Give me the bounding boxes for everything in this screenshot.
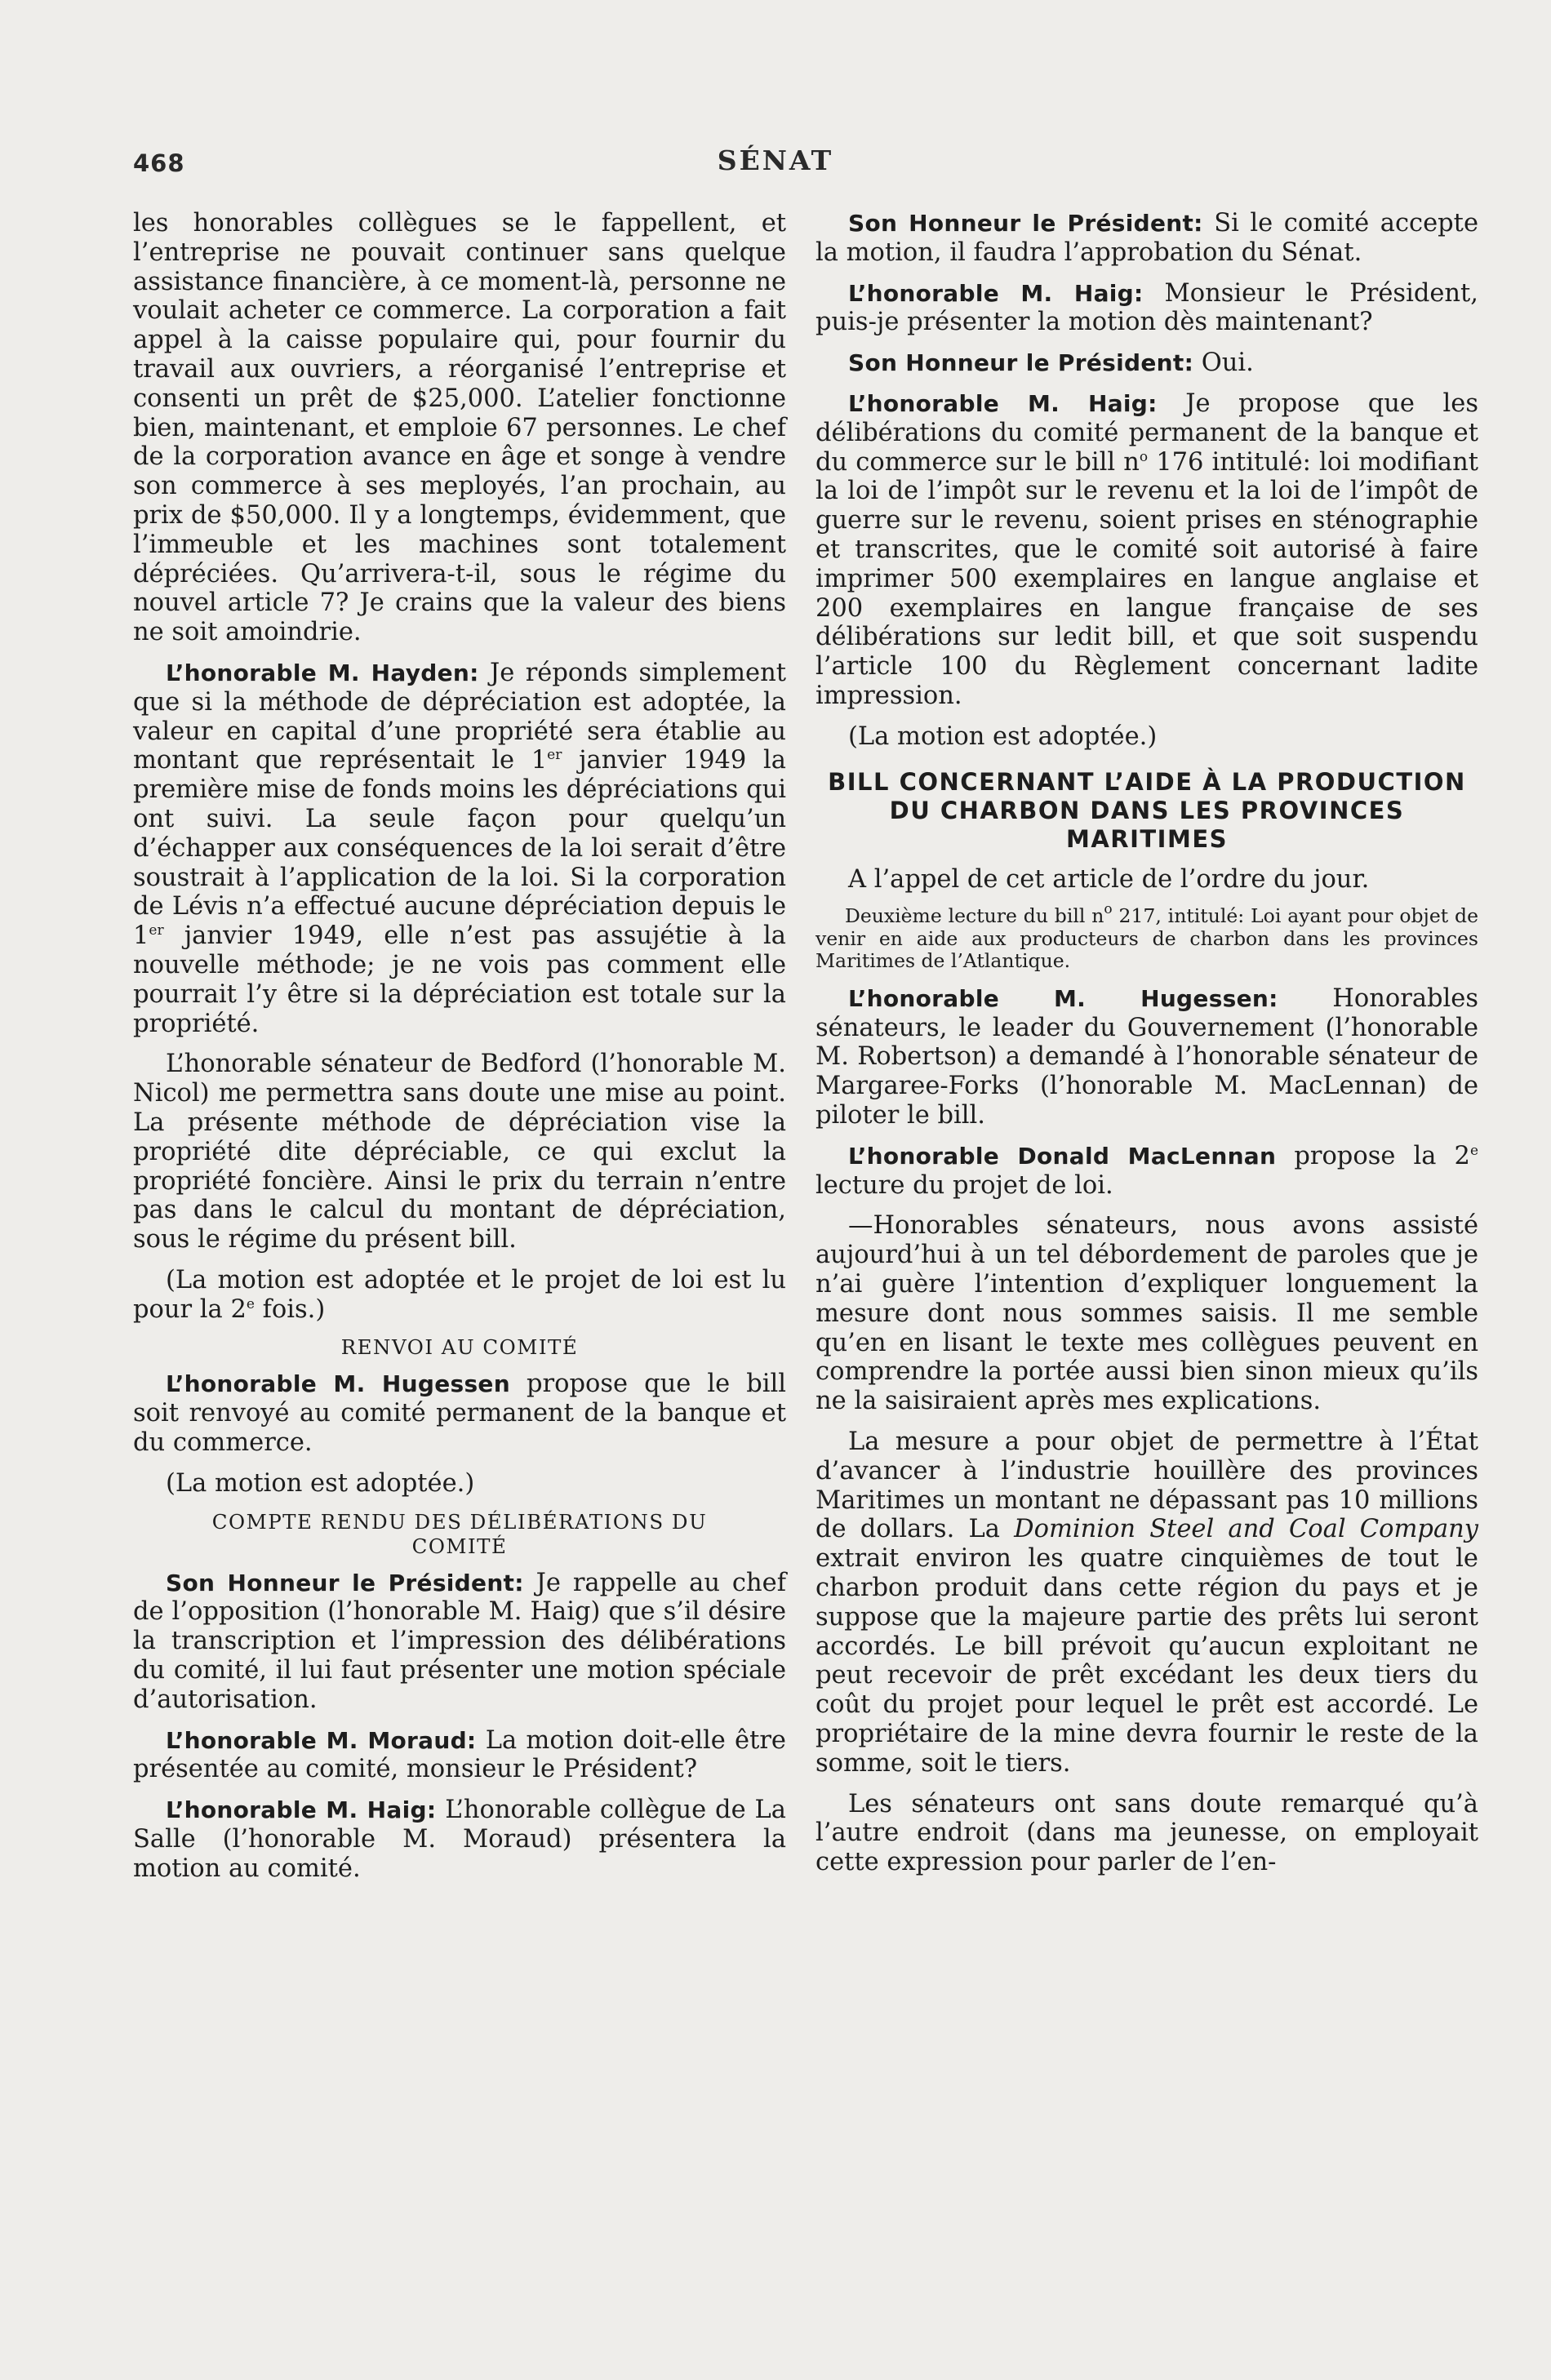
right-column — [815, 209, 1478, 1889]
speaker-name: L’honorable M. Hugessen — [166, 1370, 510, 1398]
motion-note: (La motion est adoptée.) — [848, 722, 1158, 751]
speech-paragraph: L’honorable M. Hugessen: Honorables sénateurs, le leader du Gouvernement (l’honorable M. Robertson) a demandé à l’honorable sénateur de Margaree-Forks (l’honorable M. MacLennan) de piloter le bill. — [815, 984, 1479, 1130]
motion-note: (La motion est adoptée et le projet de loi est lu pour la 2e fois.) — [133, 1265, 786, 1324]
sub-heading-renvoi: RENVOI AU COMITÉ — [340, 1335, 579, 1360]
paragraph: La mesure a pour objet de permettre à l’État d’avancer à l’industrie houillère des provinces Maritimes un montant ne dépassant pas 10 millions de dollars. La Dominion Steel and Coal Company extrait environ les quatre cinquièmes de tout le charbon produit dans cette région du pays et je suppose que la majeure partie des prêts lui seront accordés. Le bill prévoit qu’aucun exploitant ne peut recevoir de prêt excédant les deux tiers du coût du projet pour lequel le prêt est accordé. Le propriétaire de la mine devra fournir le reste de la somme, soit le tiers. — [815, 1428, 1479, 1778]
company-name: Dominion Steel and Coal Company — [1014, 1515, 1479, 1544]
speech-paragraph: L’honorable Donald MacLennan propose la 2e lecture du projet de loi. — [815, 1141, 1478, 1200]
speech-paragraph: L’honorable M. Haig: Monsieur le Président, puis-je présenter la motion dès maintenant? — [815, 278, 1478, 337]
speech-paragraph: Son Honneur le Président: Je rappelle au chef de l’opposition (l’honorable M. Haig) que s’il désire la transcription et l’impression des délibérations du comité, il lui faut présenter une motion spéciale d’autorisation. — [133, 1568, 786, 1714]
paragraph: les honorables collègues se le fappellent, et l’entreprise ne pouvait continuer sans quelque assistance financière, à ce moment-là, personne ne voulait acheter ce commerce. La corporation a fait appel à la caisse populaire qui, pour fournir du travail aux ouvriers, a réorganisé l’entreprise et consenti un prêt de $25,000. L’atelier fonctionne bien, maintenant, et emploie 67 personnes. Le chef de la corporation avance en âge et songe à vendre son commerce à ses meployés, l’an prochain, au prix de $50,000. Il y a longtemps, évidemment, que l’immeuble et les machines sont totalement dépréciées. Qu’arrivera-t-il, sous le régime du nouvel article 7? Je crains que la valeur des biens ne soit amoindrie. — [133, 209, 786, 647]
speaker-name: L’honorable Donald MacLennan — [848, 1142, 1277, 1170]
motion-note: (La motion est adoptée.) — [166, 1468, 475, 1498]
speech-paragraph: L’honorable M. Hugessen propose que le bill soit renvoyé au comité permanent de la banque et du commerce. — [133, 1370, 786, 1458]
page-number: 468 — [133, 149, 185, 177]
speech-paragraph: L’honorable M. Hayden: Je réponds simplement que si la méthode de dépréciation est adoptée, la valeur en capital d’une propriété sera établie au montant que représentait le 1er janvier 1949 la première mise de fonds moins les dépréciations qui ont suivi. La seule façon pour quelqu’un d’échapper aux conséquences de la loi serait d’être soustrait à l’application de la loi. Si la corporation de Lévis n’a effectué aucune dépréciation depuis le 1er janvier 1949, elle n’est pas assujétie à la nouvelle méthode; je ne vois pas comment elle pourrait l’y être si la dépréciation est totale sur la propriété. — [133, 658, 786, 1038]
speech-paragraph: L’honorable M. Haig: Je propose que les délibérations du comité permanent de la banque et du commerce sur le bill $n^o$ 176 intitulé: loi modifiant la loi de l’impôt sur le revenu et la loi de l’impôt de guerre sur le revenu, soient prises en sténographie et transcrites, que le comité soit autorisé à faire imprimer 500 exemplaires en langue anglaise et 200 exemplaires en langue française de ses délibérations sur ledit bill, et que soit suspendu l’article 100 du Règlement concernant ladite impression. — [815, 389, 1478, 710]
paragraph: —Honorables sénateurs, nous avons assisté aujourd’hui à un tel débordement de paroles que je n’ai guère l’intention d’expliquer longuement la mesure dont nous sommes saisis. Il me semble qu’en en lisant le texte mes collègues peuvent en comprendre la portée aussi bien sinon mieux qu’ils ne la saisiraient après mes explications. — [815, 1211, 1478, 1416]
section-heading-bill: BILL CONCERNANT L’AIDE À LA PRODUCTION DU CHARBON DANS LES PROVINCES MARITIMES — [828, 767, 1466, 853]
speaker-name: L’honorable M. Moraud: — [166, 1726, 477, 1754]
speaker-name: Son Honneur le Président: — [848, 349, 1194, 377]
speech-paragraph: L’honorable M. Haig: L’honorable collègue de La Salle (l’honorable M. Moraud) présentera la motion au comité. — [133, 1796, 786, 1883]
speech-paragraph: Son Honneur le Président: Si le comité accepte la motion, il faudra l’approbation du Sénat. — [815, 209, 1478, 267]
speaker-name: L’honorable M. Haig: — [848, 389, 1158, 417]
paragraph: L’honorable sénateur de Bedford (l’honorable M. Nicol) me permettra sans doute une mise au point. La présente méthode de dépréciation vise la propriété dite dépréciable, ce qui exclut la propriété foncière. Ainsi le prix du terrain n’entre pas dans le calcul du montant de dépréciation, sous le régime du présent bill. — [133, 1050, 786, 1254]
speaker-name: L’honorable M. Haig: — [166, 1796, 437, 1824]
speaker-name: L’honorable M. Haig: — [848, 279, 1144, 307]
speaker-name: L’honorable M. Hugessen: — [848, 984, 1278, 1012]
sub-heading-compte-rendu: COMPTE RENDU DES DÉLIBÉRATIONS DU COMITÉ — [211, 1509, 708, 1558]
speaker-name: Son Honneur le Président: — [166, 1569, 524, 1596]
speech-paragraph: L’honorable M. Moraud: La motion doit-elle être présentée au comité, monsieur le Président? — [133, 1725, 786, 1784]
paragraph: Les sénateurs ont sans doute remarqué qu’à l’autre endroit (dans ma jeunesse, on employait cette expression pour parler de l’en- — [815, 1789, 1478, 1877]
paragraph: A l’appel de cet article de l’ordre du jour. — [848, 864, 1370, 894]
speech-paragraph: Son Honneur le Président: Oui. — [848, 349, 1254, 378]
running-head-title: SÉNAT — [717, 144, 834, 176]
speaker-name: Son Honneur le Président: — [848, 210, 1203, 237]
bill-reading-note: Deuxième lecture du bill $n^o$ 217, intitulé: Loi ayant pour objet de venir en aide aux producteurs de charbon dans les provinces Maritimes de l’Atlantique. — [815, 901, 1478, 973]
left-column — [133, 209, 786, 1895]
speaker-name: L’honorable M. Hayden: — [166, 659, 479, 686]
